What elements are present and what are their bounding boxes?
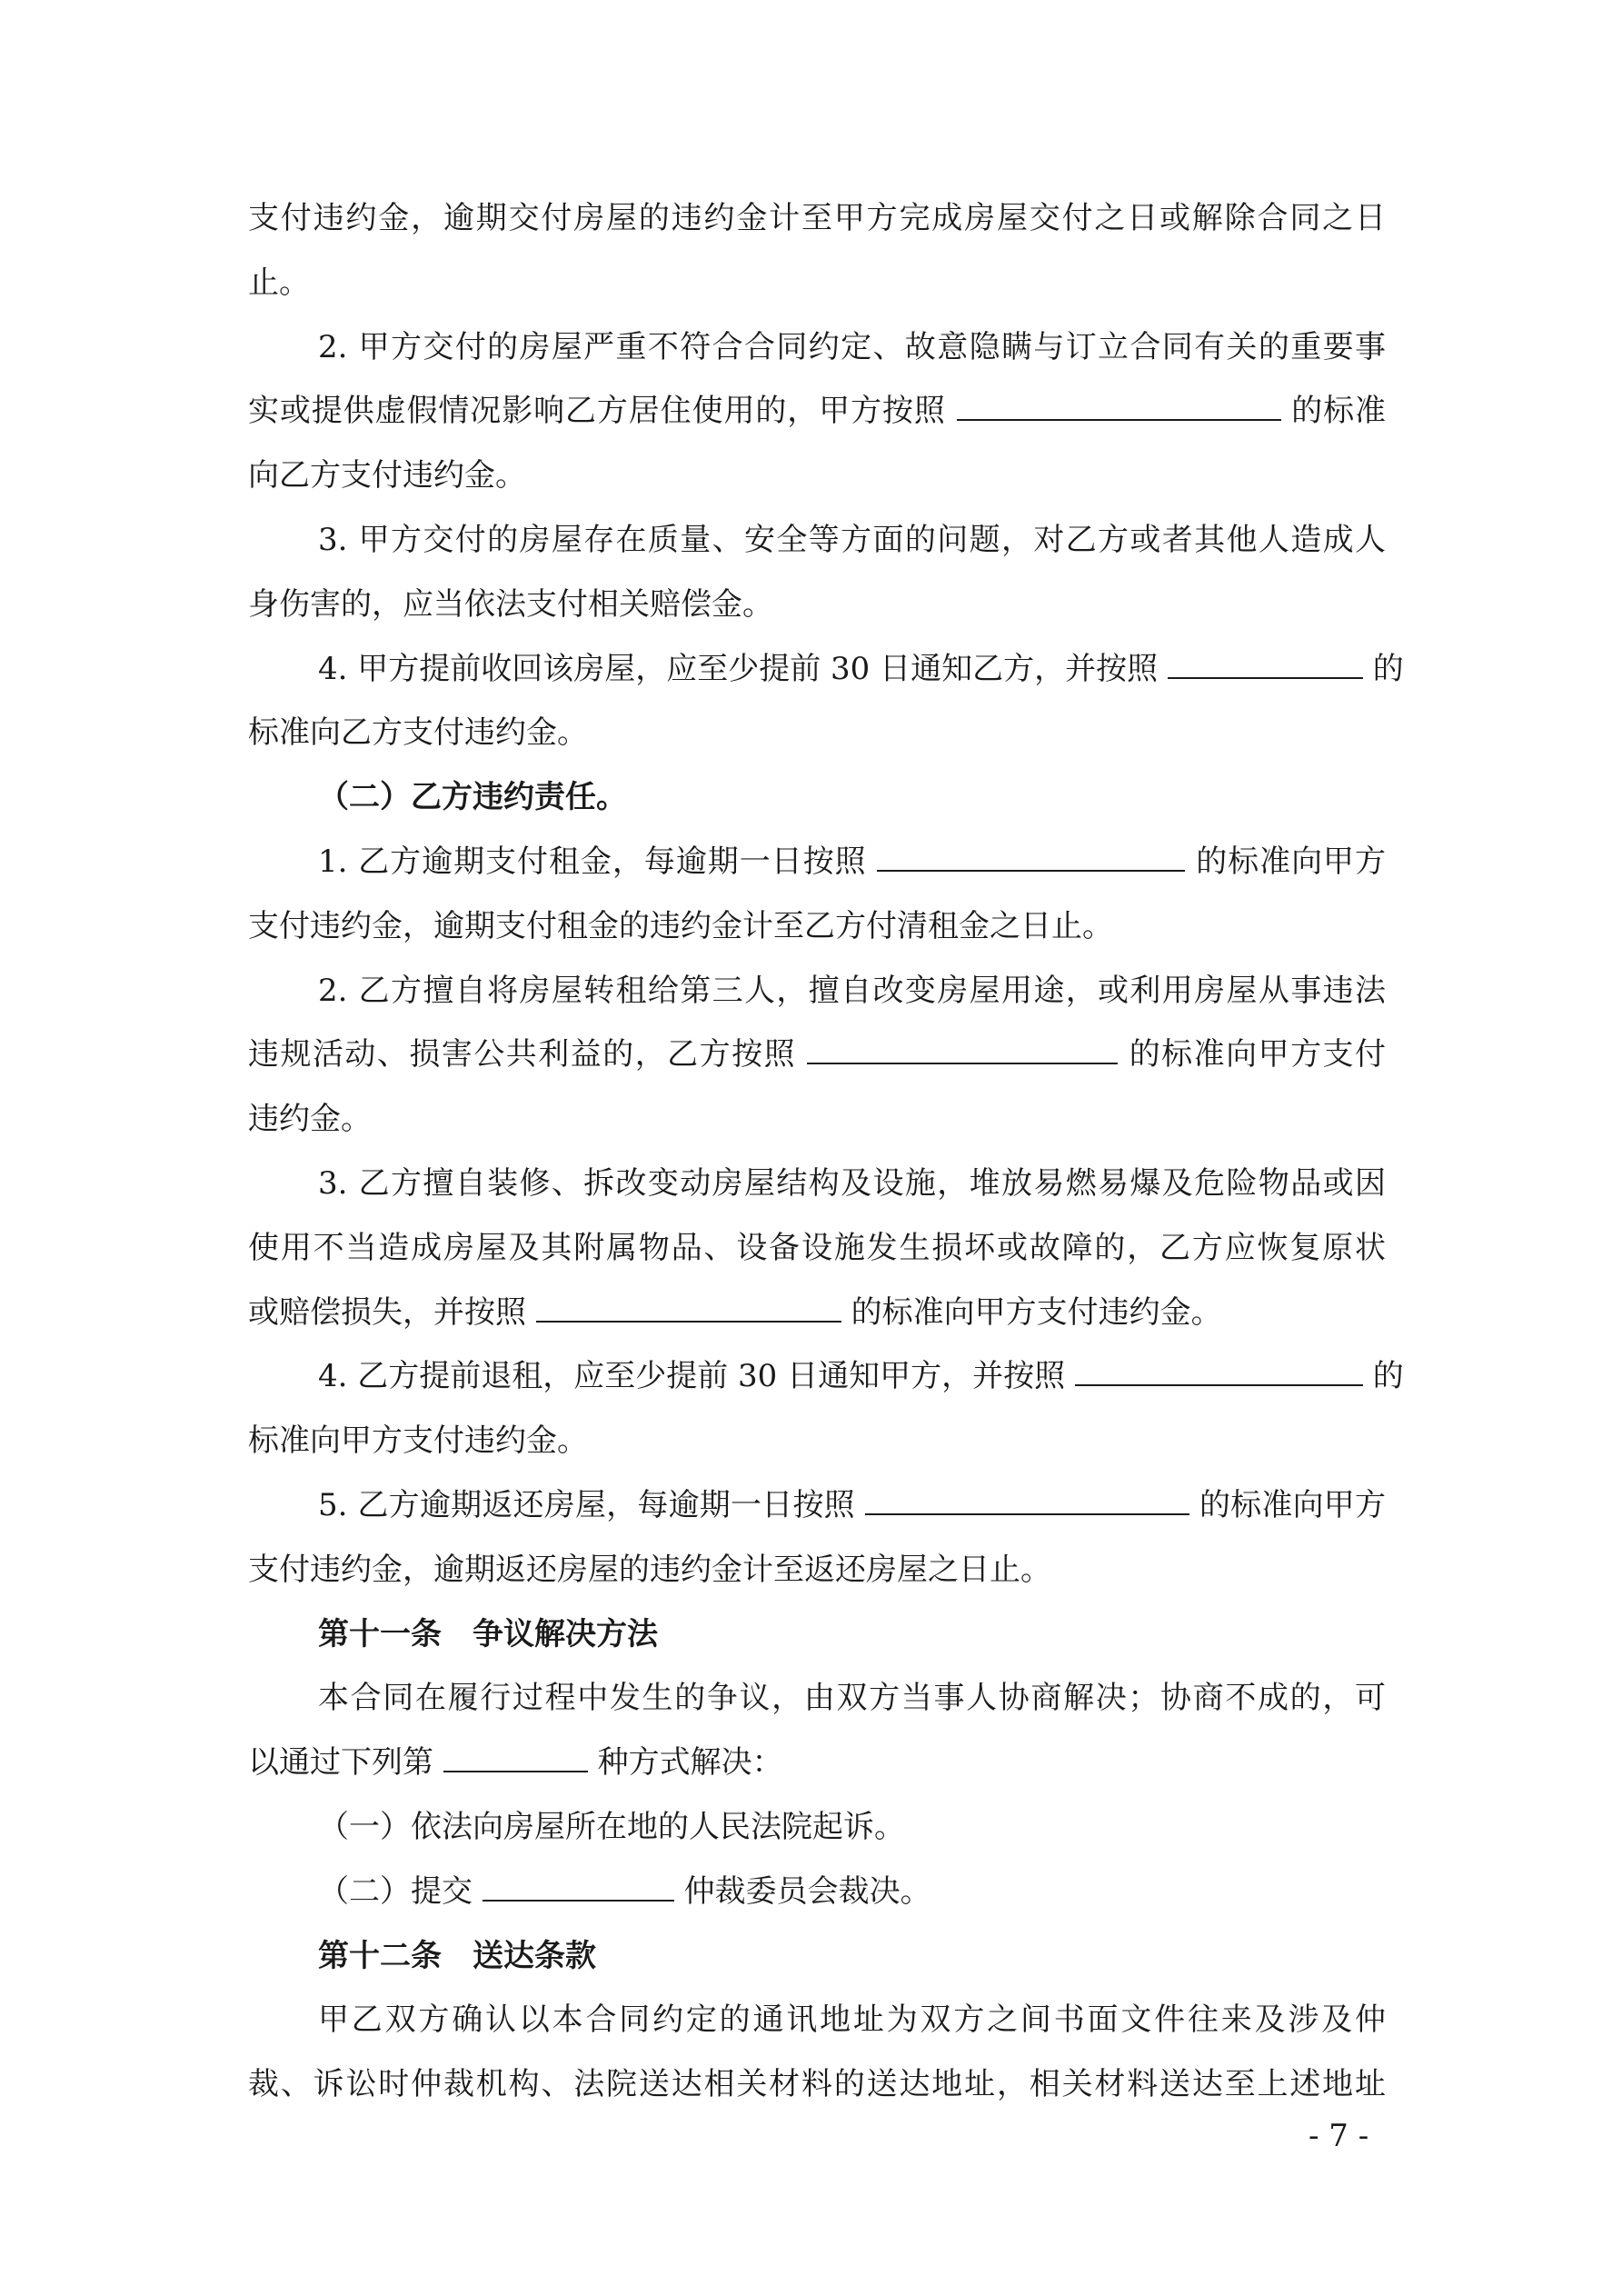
fill-in-blank bbox=[865, 1486, 1189, 1515]
text-line bbox=[318, 1356, 1404, 1396]
line-text: 以通过下列第 bbox=[248, 1744, 433, 1782]
text-line bbox=[318, 520, 1386, 560]
text-line bbox=[248, 1228, 1386, 1268]
line-text: 的标准向甲方支付 bbox=[1129, 1036, 1387, 1073]
text-line bbox=[248, 1034, 1386, 1074]
text-line bbox=[318, 1807, 1386, 1847]
line-text: 4. 乙方提前退租，应至少提前 30 日通知甲方，并按照 bbox=[318, 1358, 1066, 1395]
fill-in-blank bbox=[483, 1872, 674, 1902]
line-text: 本合同在履行过程中发生的争议，由双方当事人协商解决；协商不成的，可 bbox=[318, 1680, 1386, 1717]
line-text: 违约金。 bbox=[248, 1101, 372, 1138]
line-text: 2. 乙方擅自将房屋转租给第三人，擅自改变房屋用途，或利用房屋从事违法 bbox=[318, 972, 1386, 1009]
line-text: 支付违约金，逾期返还房屋的违约金计至返还房屋之日止。 bbox=[248, 1551, 1051, 1588]
line-text: （二）乙方违约责任。 bbox=[318, 779, 627, 816]
fill-in-blank bbox=[536, 1293, 841, 1323]
text-line bbox=[248, 391, 1386, 431]
section-heading bbox=[318, 777, 1386, 817]
section-heading bbox=[318, 1614, 1386, 1654]
line-text: 标准向乙方支付违约金。 bbox=[248, 714, 588, 752]
text-line bbox=[248, 713, 1386, 753]
page-number: - 7 - bbox=[1309, 2118, 1369, 2154]
line-text: 种方式解决： bbox=[597, 1744, 783, 1782]
text-line bbox=[248, 1293, 1386, 1333]
text-line bbox=[318, 971, 1386, 1011]
line-text: 裁、诉讼时仲裁机构、法院送达相关材料的送达地址，相关材料送达至上述地址 bbox=[248, 2066, 1386, 2103]
line-text: 使用不当造成房屋及其附属物品、设备设施发生损坏或故障的，乙方应恢复原状 bbox=[248, 1229, 1386, 1266]
line-text: 标准向甲方支付违约金。 bbox=[248, 1423, 588, 1460]
line-text: 支付违约金，逾期支付租金的违约金计至乙方付清租金之日止。 bbox=[248, 907, 1113, 944]
fill-in-blank bbox=[1075, 1357, 1363, 1386]
text-line bbox=[318, 1485, 1386, 1525]
line-text: 4. 甲方提前收回该房屋，应至少提前 30 日通知乙方，并按照 bbox=[318, 650, 1159, 687]
fill-in-blank bbox=[877, 843, 1185, 872]
line-text: 5. 乙方逾期返还房屋，每逾期一日按照 bbox=[318, 1487, 855, 1523]
line-text: 违规活动、损害公共利益的，乙方按照 bbox=[248, 1036, 797, 1073]
line-text: 的标准向甲方支付违约金。 bbox=[851, 1293, 1222, 1331]
text-line bbox=[248, 1550, 1386, 1590]
section-heading bbox=[318, 1936, 1386, 1976]
line-text: 3. 乙方擅自装修、拆改变动房屋结构及设施，堆放易燃易爆及危险物品或因 bbox=[318, 1165, 1386, 1202]
line-text: 实或提供虚假情况影响乙方居住使用的，甲方按照 bbox=[248, 393, 946, 430]
line-text: 2. 甲方交付的房屋严重不符合合同约定、故意隐瞒与订立合同有关的重要事 bbox=[318, 328, 1386, 365]
line-text: 的标准向甲方 bbox=[1199, 1487, 1387, 1523]
line-text: （二）提交 bbox=[318, 1872, 473, 1910]
text-line bbox=[318, 842, 1386, 882]
line-text: 向乙方支付违约金。 bbox=[248, 457, 526, 494]
line-text: 第十一条 争议解决方法 bbox=[318, 1615, 658, 1652]
text-line bbox=[248, 1742, 1386, 1782]
line-text: 仲裁委员会裁决。 bbox=[683, 1872, 931, 1910]
text-line bbox=[248, 263, 1386, 303]
line-text: 3. 甲方交付的房屋存在质量、安全等方面的问题，对乙方或者其他人造成人 bbox=[318, 522, 1386, 558]
text-line bbox=[248, 1099, 1386, 1139]
line-text: 的 bbox=[1372, 1358, 1404, 1395]
line-text: 的标准向甲方 bbox=[1196, 844, 1387, 880]
text-line bbox=[318, 1872, 1386, 1912]
line-text: 止。 bbox=[248, 264, 310, 301]
fill-in-blank bbox=[807, 1035, 1118, 1064]
line-text: （一）依法向房屋所在地的人民法院起诉。 bbox=[318, 1809, 905, 1845]
text-line bbox=[248, 198, 1386, 238]
text-line bbox=[248, 906, 1386, 946]
fill-in-blank bbox=[443, 1743, 588, 1772]
line-text: 1. 乙方逾期支付租金，每逾期一日按照 bbox=[318, 844, 867, 880]
text-line bbox=[318, 1163, 1386, 1203]
line-text: 的标准 bbox=[1291, 393, 1387, 430]
text-line bbox=[318, 327, 1386, 367]
text-line bbox=[248, 584, 1386, 624]
line-text: 支付违约金，逾期交付房屋的违约金计至甲方完成房屋交付之日或解除合同之日 bbox=[248, 200, 1386, 236]
text-line bbox=[248, 2064, 1386, 2104]
line-text: 第十二条 送达条款 bbox=[318, 1937, 596, 1974]
text-line bbox=[318, 649, 1404, 689]
line-text: 身伤害的，应当依法支付相关赔偿金。 bbox=[248, 585, 773, 623]
text-line bbox=[248, 1421, 1386, 1461]
text-line bbox=[318, 2000, 1386, 2040]
line-text: 的 bbox=[1372, 650, 1404, 687]
text-line bbox=[248, 455, 1386, 495]
fill-in-blank bbox=[1168, 650, 1363, 679]
line-text: 或赔偿损失，并按照 bbox=[248, 1293, 526, 1331]
line-text: 甲乙双方确认以本合同约定的通讯地址为双方之间书面文件往来及涉及仲 bbox=[318, 2002, 1386, 2039]
fill-in-blank bbox=[957, 392, 1281, 421]
text-line bbox=[318, 1678, 1386, 1718]
